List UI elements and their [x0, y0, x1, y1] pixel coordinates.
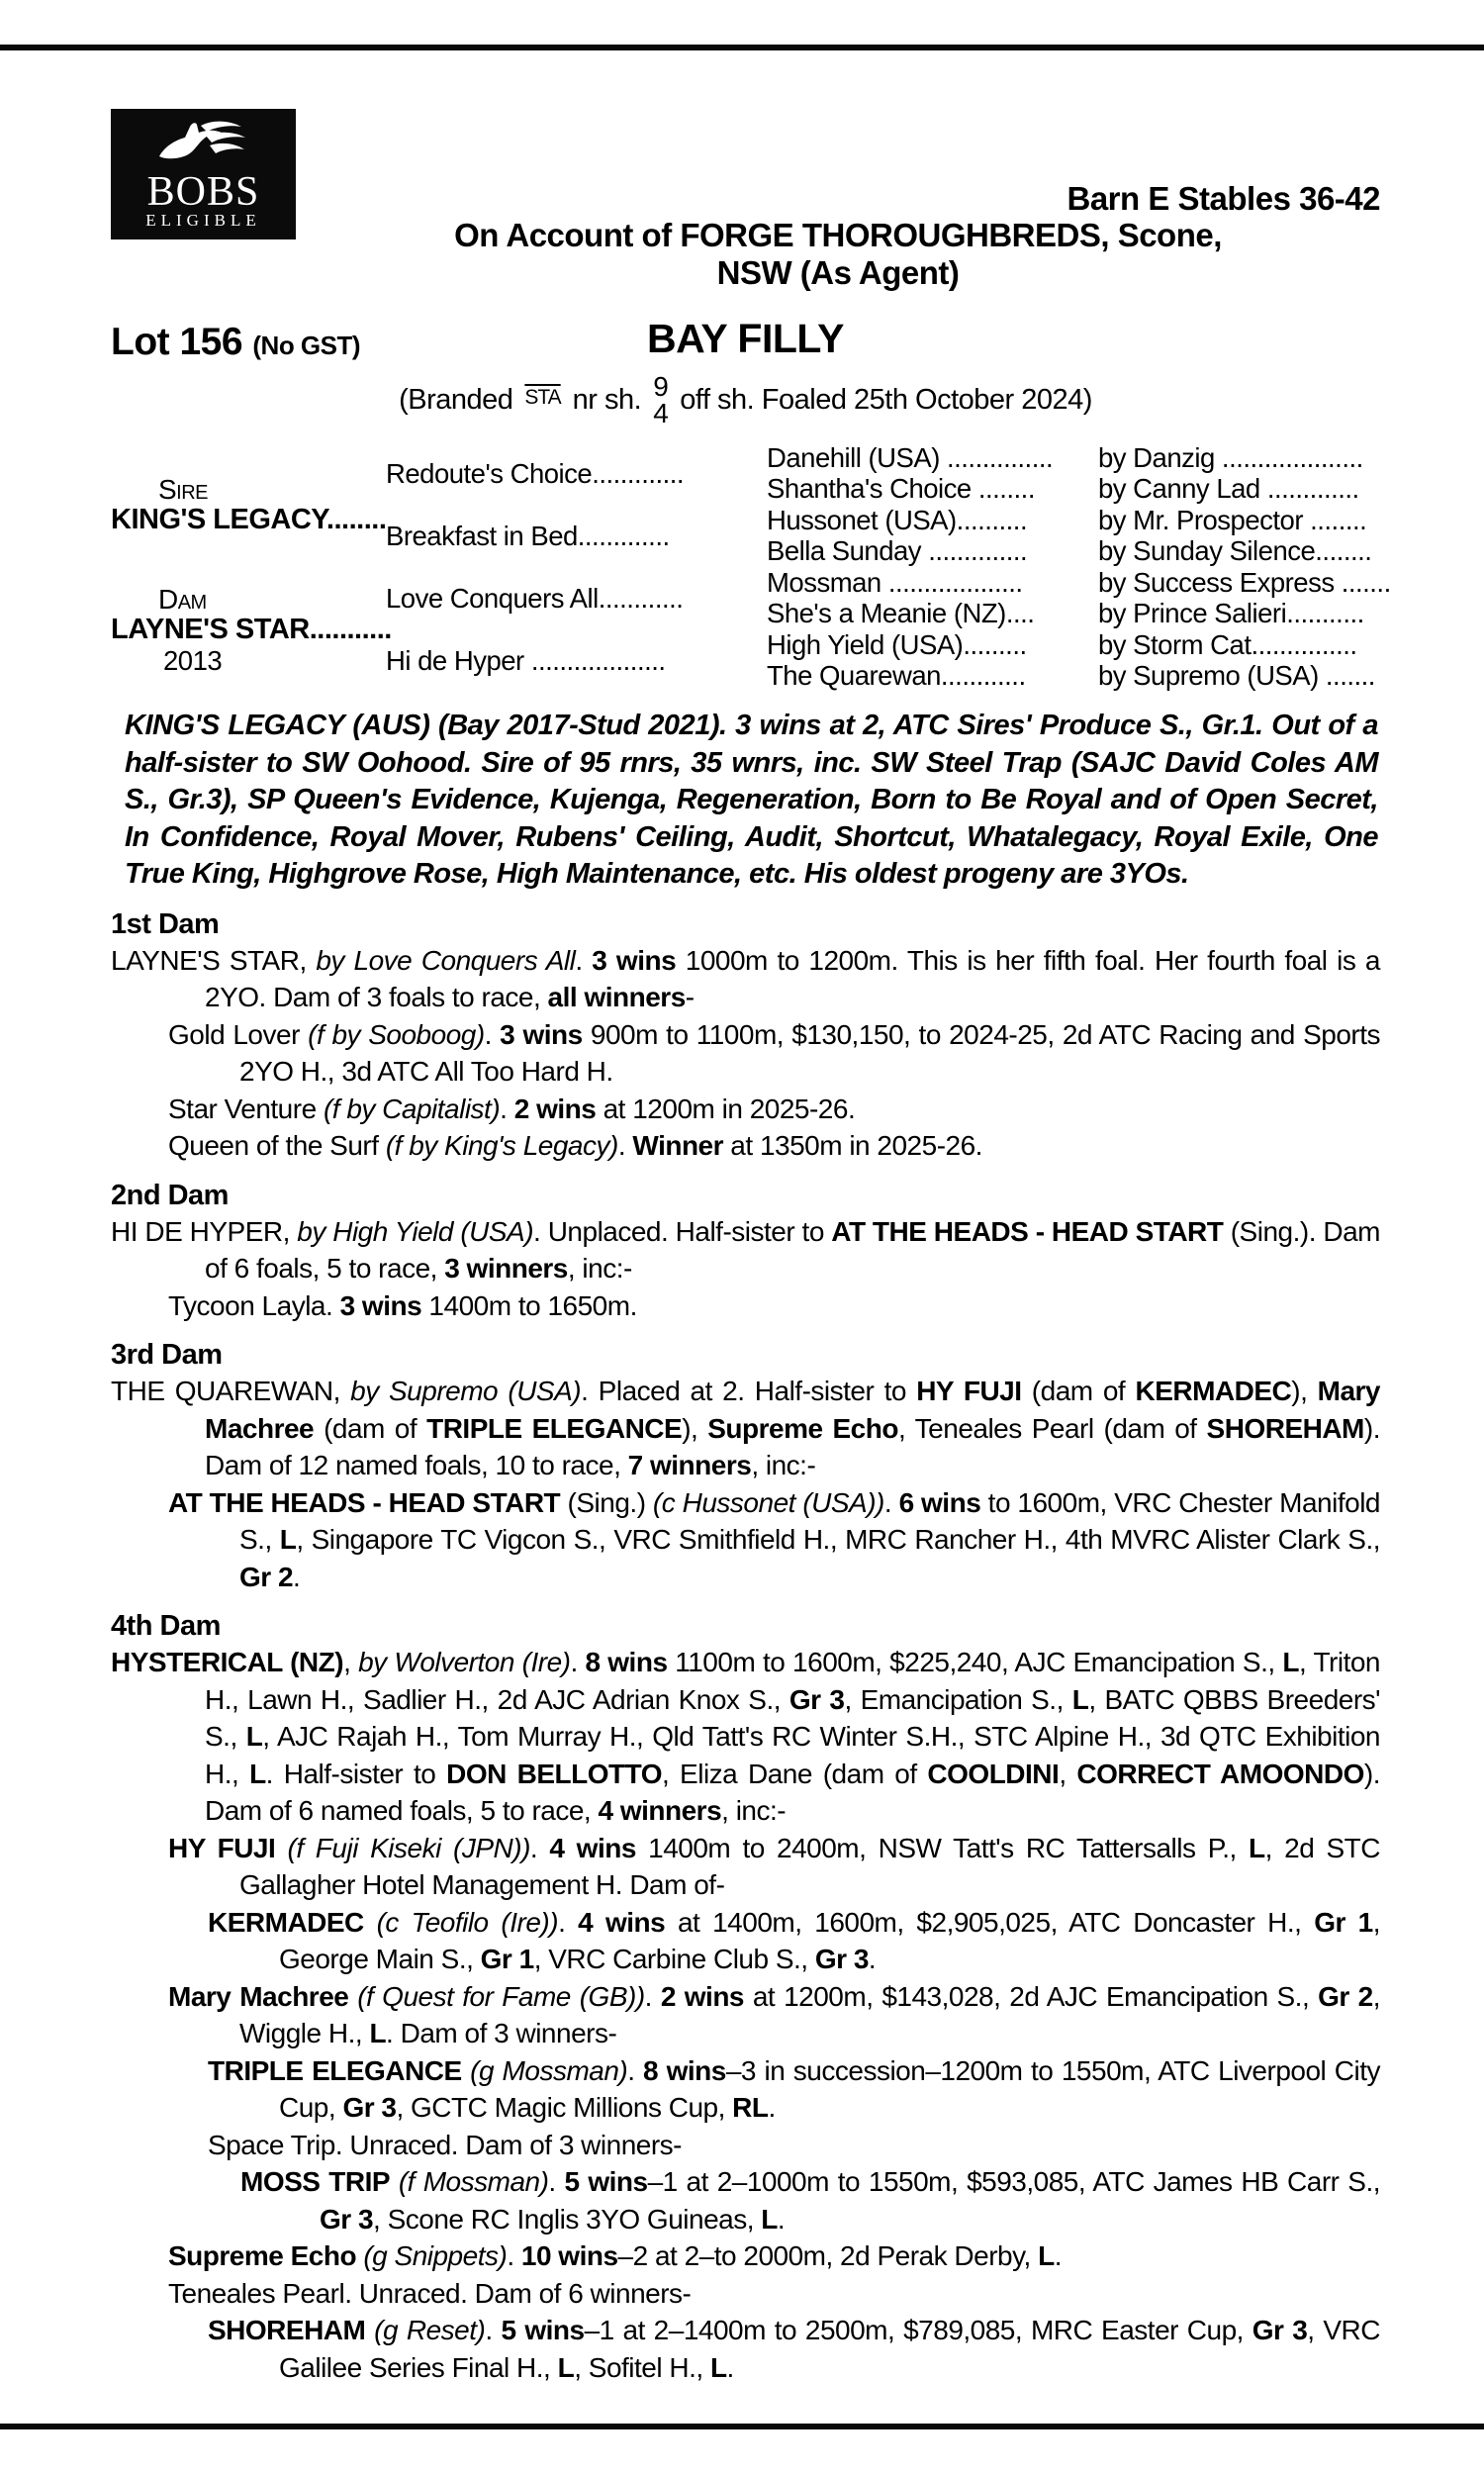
pedigree-gen3-name: Shantha's Choice ........ — [767, 473, 1035, 505]
page-content — [111, 109, 1391, 2386]
dam-section-heading: 1st Dam — [111, 907, 220, 940]
horse-sex-title: BAY FILLY — [646, 316, 845, 361]
header — [111, 109, 1380, 292]
pedigree-gen4-sire: by Storm Cat............... — [1098, 628, 1357, 660]
dam-sections — [111, 908, 1380, 2387]
pedigree-gen4-sire: by Supremo (USA) ....... — [1098, 660, 1375, 692]
foaled-date: off sh. Foaled 25th October 2024) — [680, 383, 1092, 416]
pedigree-gen2-sire-sire: Redoute's Choice............. — [386, 457, 685, 489]
pedigree-entry: Teneales Pearl. Unraced. Dam of 6 winners- — [168, 2277, 692, 2309]
pedigree-gen4-sire: by Prince Salieri........... — [1098, 598, 1364, 629]
pedigree-gen2-dam-sire: Love Conquers All............ — [386, 582, 684, 614]
pedigree-sire-cell — [111, 442, 386, 567]
pedigree-entry: KERMADEC (c Teofilo (Ire)). 4 wins at 1400m, 1600m, $2,905,025, ATC Doncaster H., Gr 1, George Main S., Gr 1, VRC Carbine Club S., Gr 3. — [208, 1906, 1381, 1974]
dam-label: Dam — [158, 583, 207, 615]
pedigree-entry: HI DE HYPER, by High Yield (USA). Unplaced. Half-sister to AT THE HEADS - HEAD START (Sing.). Dam of 6 foals, 5 to race, 3 winners, inc:- — [111, 1215, 1380, 1284]
pedigree-entry: TRIPLE ELEGANCE (g Mossman). 8 wins–3 in succession–1200m to 1550m, ATC Liverpool City Cup, Gr 3, GCTC Magic Millions Cup, RL. — [208, 2054, 1380, 2123]
logo-text-bobs: BOBS — [146, 169, 260, 215]
pedigree-entry: AT THE HEADS - HEAD START (Sing.) (c Hussonet (USA)). 6 wins to 1600m, VRC Chester Manifold S., L, Singapore TC Vigcon S., VRC Smithfield H., MRC Rancher H., 4th MVRC Alister Clark S., Gr 2. — [168, 1486, 1380, 1592]
pedigree-entry: SHOREHAM (g Reset). 5 wins–1 at 2–1400m to 2500m, $789,085, MRC Easter Cup, Gr 3, VRC Galilee Series Final H., L, Sofitel H., L. — [208, 2315, 1381, 2383]
dam-section-heading: 4th Dam — [111, 1610, 221, 1642]
vendor-line-2: NSW (As Agent) — [716, 254, 960, 291]
pedigree-entry: Space Trip. Unraced. Dam of 3 winners- — [208, 2129, 682, 2160]
lot-number — [111, 321, 360, 364]
pedigree-entry: MOSS TRIP (f Mossman). 5 wins–1 at 2–1000m to 1550m, $593,085, ATC James HB Carr S., Gr 3, Scone RC Inglis 3YO Guineas, L. — [240, 2166, 1381, 2235]
pedigree-dam-cell — [111, 567, 392, 692]
dam-name: LAYNE'S STAR........... — [111, 613, 392, 645]
brand-mark: $\overline{STA}$ — [524, 386, 561, 409]
pedigree-entry: HY FUJI (f Fuji Kiseki (JPN)). 4 wins 1400m to 2400m, NSW Tatt's RC Tattersalls P., L, 2d STC Gallagher Hotel Management H. Dam of- — [168, 1832, 1380, 1900]
pedigree-entry: Tycoon Layla. 3 wins 1400m to 1650m. — [168, 1289, 637, 1321]
pedigree-gen3-name: The Quarewan............ — [767, 660, 1026, 692]
pedigree-gen3-name: Danehill (USA) ............... — [767, 441, 1054, 473]
barn-location: Barn E Stables 36-42 — [1067, 180, 1380, 217]
logo-text-eligible: ELIGIBLE — [145, 211, 261, 230]
pedigree-gen4-sire: by Canny Lad ............. — [1098, 473, 1359, 505]
pedigree-entry: Gold Lover (f by Sooboog). 3 wins 900m to 1100m, $130,150, to 2024-25, 2d ATC Racing and Sports 2YO H., 3d ATC All Too Hard H. — [168, 1018, 1381, 1087]
pedigree-gen3-name: Hussonet (USA).......... — [767, 504, 1028, 535]
pedigree-entry: THE QUAREWAN, by Supremo (USA). Placed at 2. Half-sister to HY FUJI (dam of KERMADEC), Mary Machree (dam of TRIPLE ELEGANCE), Supreme Echo, Teneales Pearl (dam of SHOREHAM). Dam of 12 named foals, 10 to race, 7 winners, inc:- — [111, 1376, 1381, 1480]
lot-row — [111, 316, 1380, 365]
pedigree-gen3-name: She's a Meanie (NZ).... — [767, 598, 1035, 629]
brand-number-stack — [653, 373, 668, 427]
pedigree-table — [111, 441, 1391, 692]
header-text — [296, 109, 1380, 292]
pedigree-entry: Supreme Echo (g Snippets). 10 wins–2 at 2–to 2000m, 2d Perak Derby, L. — [168, 2240, 1062, 2271]
brand-number-bottom: 4 — [653, 398, 669, 428]
sire-blurb: KING'S LEGACY (AUS) (Bay 2017-Stud 2021). 3 wins at 2, ATC Sires' Produce S., Gr.1. Out of a half-sister to SW Oohood. Sire of 95 rnrs, 35 wnrs, inc. SW Steel Trap (SAJC David Coles AM S., Gr.3), SP Queen's Evidence, Kujenga, Regeneration, Born to Be Royal and of Open Secret, In Confidence, Royal Mover, Rubens' Ceiling, Audit, Shortcut, Whatalegacy, Royal Exile, One True King, Highgrove Rose, High Maintenance, etc. His oldest progeny are 3YOs. — [125, 710, 1378, 890]
pedigree-gen4-sire: by Mr. Prospector ........ — [1098, 504, 1367, 535]
pedigree-entry: Mary Machree (f Quest for Fame (GB)). 2 wins at 1200m, $143,028, 2d AJC Emancipation S., Gr 2, Wiggle H., L. Dam of 3 winners- — [168, 1980, 1381, 2048]
brand-number-top: 9 — [653, 371, 669, 402]
dam-section-heading: 2nd Dam — [111, 1179, 229, 1211]
pedigree-entry: LAYNE'S STAR, by Love Conquers All. 3 wins 1000m to 1200m. This is her fifth foal. Her fourth foal is a 2YO. Dam of 3 foals to race, all winners- — [111, 944, 1380, 1012]
pedigree-gen4-sire: by Sunday Silence........ — [1098, 535, 1372, 567]
branded-near-shoulder: nr sh. — [572, 383, 642, 416]
lot-label: Lot 156 — [111, 321, 243, 363]
pedigree-gen2-dam-dam: Hi de Hyper ................... — [386, 644, 666, 676]
pedigree-entry: Queen of the Surf (f by King's Legacy). Winner at 1350m in 2025-26. — [168, 1130, 982, 1161]
pedigree-gen3-name: High Yield (USA)......... — [767, 628, 1027, 660]
sire-name: KING'S LEGACY........ — [111, 504, 387, 535]
bobs-eligible-logo — [111, 109, 296, 239]
pedigree-gen3-name: Mossman ................... — [767, 566, 1023, 598]
horse-head-icon — [125, 117, 283, 173]
vendor-line-1: On Account of FORGE THOROUGHBREDS, Scone, — [454, 217, 1222, 253]
pedigree-entry: HYSTERICAL (NZ), by Wolverton (Ire). 8 wins 1100m to 1600m, $225,240, AJC Emancipation S., L, Triton H., Lawn H., Sadlier H., 2d AJC Adrian Knox S., Gr 3, Emancipation S., L, BATC QBBS Breeders' S., L, AJC Rajah H., Tom Murray H., Qld Tatt's RC Winter S.H., STC Alpine H., 3d QTC Exhibition H., L. Half-sister to DON BELLOTTO, Eliza Dane (dam of COOLDINI, CORRECT AMOONDO). Dam of 6 named foals, 5 to race, 4 winners, inc:- — [111, 1647, 1381, 1826]
bottom-rule — [0, 2424, 1484, 2429]
pedigree-gen3-name: Bella Sunday .............. — [767, 535, 1028, 567]
pedigree-gen2-sire-dam: Breakfast in Bed............. — [386, 520, 670, 551]
dam-foaling-year: 2013 — [163, 644, 223, 676]
branding-line — [111, 373, 1380, 427]
branded-prefix: (Branded — [399, 383, 513, 416]
gst-note: (No GST) — [252, 331, 361, 360]
top-rule — [0, 45, 1484, 50]
pedigree-gen4-sire: by Success Express ....... — [1098, 566, 1391, 598]
sire-label: Sire — [158, 474, 209, 505]
pedigree-gen4-sire: by Danzig .................... — [1098, 441, 1363, 473]
pedigree-entry: Star Venture (f by Capitalist). 2 wins at 1200m in 2025-26. — [168, 1093, 856, 1124]
dam-section-heading: 3rd Dam — [111, 1339, 223, 1371]
